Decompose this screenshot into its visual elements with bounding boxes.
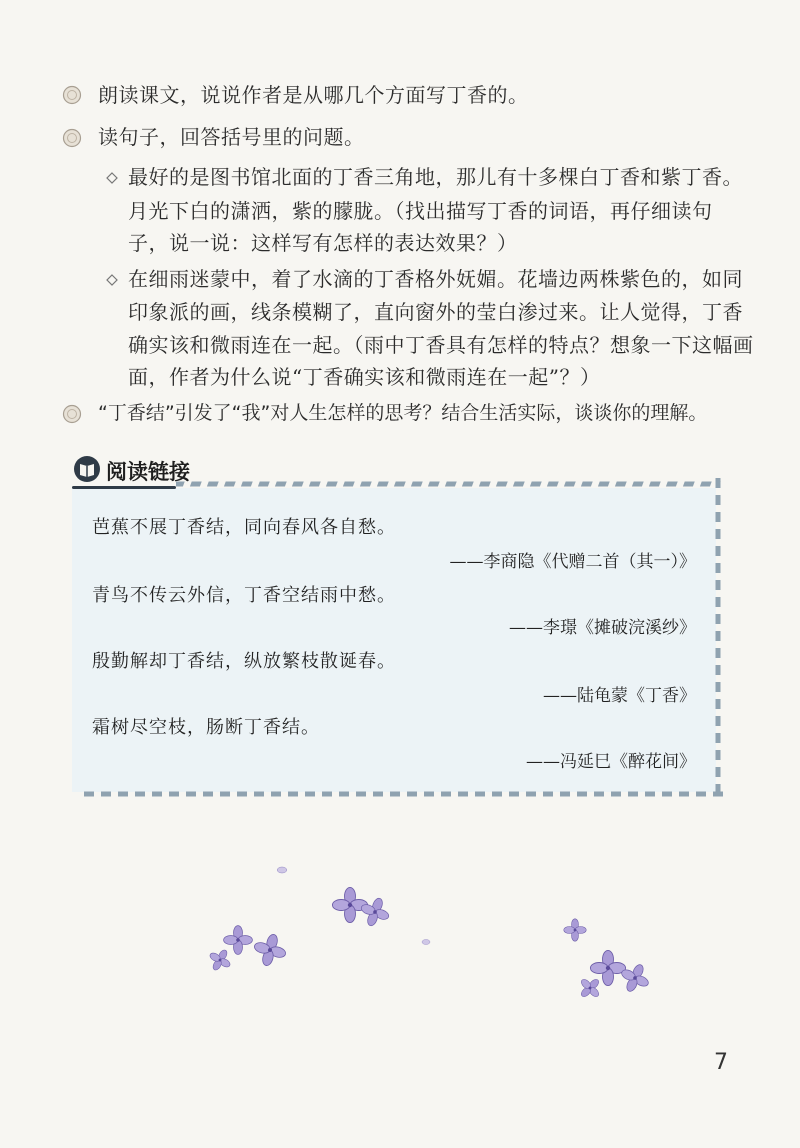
question-marker-icon <box>62 85 82 105</box>
sub-item-1-line-3: 子，说一说：这样写有怎样的表达效果？） <box>128 231 518 255</box>
sub-item-2-line-3: 确实该和微雨连在一起。（雨中丁香具有怎样的特点？想象一下这幅画 <box>128 333 754 357</box>
poem-attribution-2: ——李璟《摊破浣溪纱》 <box>509 618 696 638</box>
poem-line-4: 霜树尽空枝，肠断丁香结。 <box>92 717 320 738</box>
poem-attribution-3: ——陆龟蒙《丁香》 <box>543 686 696 706</box>
question-3-text: “丁香结”引发了“我”对人生怎样的思考？结合生活实际，谈谈你的理解。 <box>98 402 708 424</box>
dashed-border-top <box>176 478 722 490</box>
question-marker-icon <box>62 404 82 424</box>
sub-item-1-line-1: 最好的是图书馆北面的丁香三角地，那儿有十多棵白丁香和紫丁香。 <box>128 165 743 189</box>
sub-item-2-line-1: 在细雨迷蒙中，着了水滴的丁香格外妩媚。花墙边两株紫色的，如同 <box>128 267 743 291</box>
poem-attribution-4: ——冯延巳《醉花间》 <box>526 752 696 772</box>
sub-item-2-line-2: 印象派的画，线条模糊了，直向窗外的莹白渗过来。让人觉得，丁香 <box>128 300 743 324</box>
sub-item-1-line-2: 月光下白的潇洒，紫的朦胧。（找出描写丁香的词语，再仔细读句 <box>128 199 713 223</box>
question-1-text: 朗读课文，说说作者是从哪几个方面写丁香的。 <box>98 83 529 107</box>
title-underline <box>72 486 176 489</box>
book-badge-icon <box>72 454 102 484</box>
diamond-bullet-icon <box>106 274 118 286</box>
question-marker-icon <box>62 128 82 148</box>
dashed-border-bottom <box>84 788 724 800</box>
reading-link-title: 阅读链接 <box>106 460 190 484</box>
poem-line-2: 青鸟不传云外信，丁香空结雨中愁。 <box>92 585 396 606</box>
page-number: 7 <box>714 1050 728 1075</box>
question-2-text: 读句子，回答括号里的问题。 <box>98 125 365 149</box>
poem-line-3: 殷勤解却丁香结，纵放繁枝散诞春。 <box>92 651 396 672</box>
dashed-border-right <box>712 478 724 800</box>
poem-line-1: 芭蕉不展丁香结，同向春风各自愁。 <box>92 517 396 538</box>
poem-attribution-1: ——李商隐《代赠二首（其一）》 <box>449 552 696 572</box>
sub-item-2-line-4: 面，作者为什么说“丁香确实该和微雨连在一起”？） <box>128 365 601 389</box>
lilac-flowers-illustration <box>190 860 690 1020</box>
diamond-bullet-icon <box>106 172 118 184</box>
